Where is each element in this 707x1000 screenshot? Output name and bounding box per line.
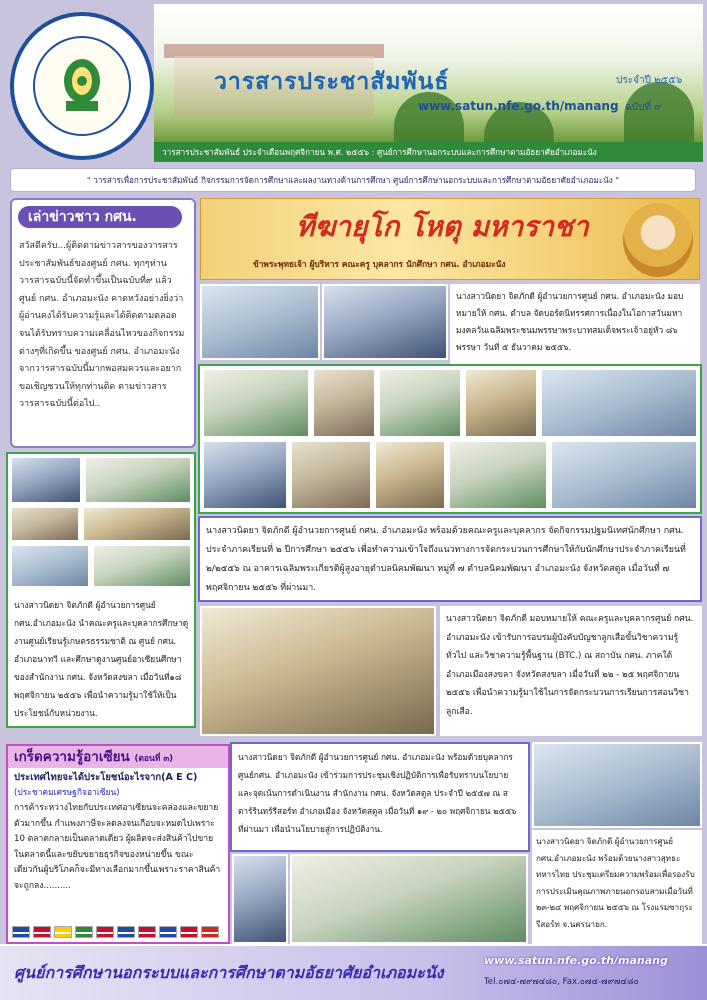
asean-episode: (ตอนที่ ๓) [134, 754, 174, 764]
asean-flag-icon [54, 926, 72, 938]
emblem-icon [33, 36, 131, 136]
footer-website-link[interactable]: www.satun.nfe.go.th/manang [484, 954, 668, 967]
study-visit-photo-1 [10, 456, 82, 504]
asean-subheading: ประเทศไทยจะได้ประโยชน์อะไรจาก(A E C) [14, 772, 198, 783]
organization-logo [10, 12, 154, 160]
masthead-info-bar: วารสารประชาสัมพันธ์ ประจำเดือนพฤศจิกายน พ.ศ. ๒๕๕๖ : ศูนย์การศึกษานอกระบบและการศึกษาตามอัธยาศัยอำเภอมะนัง [154, 142, 703, 162]
birthday-article: นางสาวนิดยา จิตภักดี ผู้อำนวยการศูนย์ กศน. อำเภอมะนัง มอบหมายให้ กศน. ตำบล จัดบอร์ดนิทรรศการเนื่องในโอกาสวันมหามงคลวันเฉลิมพระชนมพรรษาพระบาทสมเด็จพระเจ้าอยู่หัว ๘๖ พรรษา วันที่ ๕ ธันวาคม ๒๕๕๖. [450, 284, 700, 364]
editorial-text: สวัสดีครับ...ผู้ติดตามข่าวสารของวารสารประชาสัมพันธ์ของศูนย์ กศน. ทุกๆท่าน วารสารฉบับนี้จัดทำขึ้นเป็นฉบับที่๙ แล้ว ศูนย์ กศน. อำเภอมะนัง คาดหวังอย่างยิ่งว่าผู้อ่านคงได้รับความรู้และได้ติดตามตลอดจนได้รับทราบความเคลื่อนไหวของกิจกรรมต่างๆที่เกิดขึ้น ของศูนย์ กศน. อำเภอมะนัง จากวารสารฉบับนี้มากพอสมควรและอยากขอเชิญชวนให้ทุกท่านติด ตามข่าวสารวารสารฉบับนี้ต่อไป.. [19, 241, 185, 410]
orientation-photo-6 [202, 440, 288, 510]
footer-organization: ศูนย์การศึกษานอกระบบและการศึกษาตามอัธยาศัยอำเภอมะนัง [14, 963, 444, 982]
asean-flags [12, 926, 219, 938]
asean-subheading-aec: (ประชาคมเศรษฐกิจอาเซียน) [14, 788, 120, 798]
asean-text: การค้าระหว่างไทยกับประเทศอาเซียนจะคล่องและขยายตัวมากขึ้น กำแพงภาษีจะลดลงจนเกือบจะหมดไปเพราะ 10 ตลาดกลายเป็นตลาดเดียว ผู้ผลิตจะส่งสินค้าไปขายในตลาดนี้และขยับขยายธุรกิจของหน่ายขึ้น ขณะเดียวกันผู้บริโภคก็จะมีทางเลือกมากขึ้นเพราะราคาสินค้าจะถูกลง.......... [14, 803, 221, 891]
asean-flag-icon [180, 926, 198, 938]
orientation-photo-10 [550, 440, 698, 510]
exhibition-photo-1 [200, 284, 320, 360]
policy-photo-2 [290, 854, 528, 944]
meeting-photo [532, 742, 702, 828]
issue-label: ฉบับที่ ๙ [625, 102, 662, 113]
masthead [4, 4, 703, 164]
orientation-photo-8 [374, 440, 446, 510]
footer-contact: Tel.๐๗๔-๗๙๗๔๘๐, Fax.๐๗๔-๗๙๗๔๘๐ [484, 977, 639, 987]
orientation-photo-1 [202, 368, 310, 438]
asean-flag-icon [138, 926, 156, 938]
study-visit-photo-5 [10, 544, 90, 588]
year-label: ประจำปี ๒๕๕๖ [616, 75, 683, 86]
royal-birthday-banner [200, 198, 700, 280]
scout-training-photo [200, 606, 436, 736]
asean-flag-icon [117, 926, 135, 938]
study-visit-photo-2 [84, 456, 192, 504]
policy-photo-1 [232, 854, 288, 944]
footer [0, 944, 707, 1000]
banner-subtitle: ข้าพระพุทธเจ้า ผู้บริหาร คณะครู บุคลากร นักศึกษา กศน. อำเภอมะนัง [253, 259, 506, 269]
orientation-photo-9 [448, 440, 548, 510]
study-visit-article: นางสาวนิดยา จิตภักดี ผู้อำนวยการศูนย์ กศน.อำเภอมะนัง นำคณะครูและบุคลากรศึกษาดูงานศูนย์เรียนรู้เกษตรธรรมชาติ ณ ศูนย์ กศน. อำเภอนาทวี และศึกษาดูงานศูนย์อาเซียนศึกษาของสำนักงาน กศน. จังหวัดสงขลา เมื่อวันที่๑๘ พฤศจิกายน ๒๕๕๖ เพื่อนำความรู้มาใช้ให้เป็นประโยชน์กับหน่วยงาน. [10, 594, 194, 726]
orientation-photo-4 [464, 368, 538, 438]
orientation-photo-2 [312, 368, 376, 438]
website-link[interactable]: www.satun.nfe.go.th/manang [418, 99, 619, 113]
orientation-article: นางสาวนิดยา จิตภักดี ผู้อำนวยการศูนย์ กศน. อำเภอมะนัง พร้อมด้วยคณะครูและบุคลากร จัดกิจกรรมปฐมนิเทศนักศึกษา กศน. ประจำภาคเรียนที่ ๒ ปีการศึกษา ๒๕๕๖ เพื่อทำความเข้าใจถึงแนวทางการจัดกระบวนการศึกษาให้กับนักศึกษาประจำภาคเรียนที่ ๒/๒๕๕๖ ณ อาคารเฉลิมพระเกียรติผู้สูงอายุตำบลนิคมพัฒนา หมู่ที่ ๗ ตำบลนิคมพัฒนา อำเภอมะนัง จังหวัดสตูล เมื่อวันที่ ๗ พฤศจิกายน ๒๕๕๖ ที่ผ่านมา. [198, 516, 702, 602]
exhibition-photo-2 [322, 284, 448, 360]
asean-flag-icon [33, 926, 51, 938]
asean-flag-icon [201, 926, 219, 938]
asean-knowledge-box [6, 744, 230, 944]
asean-flag-icon [159, 926, 177, 938]
orientation-photo-7 [290, 440, 372, 510]
study-visit-photo-6 [92, 544, 192, 588]
scout-article: นางสาวนิดยา จิตภักดี มอบหมายให้ คณะครูและบุคลากรศูนย์ กศน. อำเภอมะนัง เข้ารับการอบรมผู้บังคับบัญชาลูกเสือขั้นวิชาความรู้ทั่วไป และวิชาความรู้พื้นฐาน (BTC.) ณ สถาบัน กศน. ภาคใต้ อำเภอเมืองสงขลา จังหวัดสงขลา เมื่อวันที่ ๒๒ - ๒๕ พฤศจิกายน ๒๕๕๖ เพื่อนำความรู้มาใช้ในการจัดกระบวนการเรียนการสอนวิชาลูกเสือ. [440, 606, 702, 736]
study-visit-photo-4 [82, 506, 192, 542]
asean-heading-text: เกร็ดความรู้อาเซียน [14, 749, 130, 765]
banner-title: ทีฆายุโก โหตุ มหาราชา [296, 210, 589, 243]
meeting-article: นางสาวนิดยา จิตภักดี ผู้อำนวยการศูนย์ กศน.อำเภอมะนัง พร้อมด้วยนางสาวสุทธะ ทหารไทย ประชุมเตรียมความพร้อมเพื่อรองรับการประเมินคุณภาพภายนอกรอบสามเมื่อวันที่ ๒๓-๒๔ พฤศจิกายน ๒๕๕๖ ณ โรงแรมซากุระรีสอร์ท จ.นครนายก. [532, 830, 702, 944]
study-visit-photo-3 [10, 506, 80, 542]
editorial-heading: เล่าข่าวชาว กศน. [18, 206, 182, 228]
slogan-bar: " วารสารเพื่อการประชาสัมพันธ์ กิจกรรมการจัดการศึกษาและผลงานทางด้านการศึกษา ศูนย์การศึกษานอกระบบและการศึกษาตามอัธยาศัยอำเภอมะนัง " [10, 168, 696, 192]
asean-flag-icon [75, 926, 93, 938]
orientation-photo-3 [378, 368, 462, 438]
asean-flag-icon [12, 926, 30, 938]
editorial-box [10, 198, 196, 448]
asean-flag-icon [96, 926, 114, 938]
policy-article: นางสาวนิดยา จิตภักดี ผู้อำนวยการศูนย์ กศน. อำเภอมะนัง พร้อมด้วยบุคลากรศูนย์กศน. อำเภอมะนัง เข้าร่วมการประชุมเชิงปฏิบัติการเพื่อรับทราบนโยบายและจุดเน้นการดำเนินงาน สำนักงาน กศน. จังหวัดสตูล ประจำปี ๒๕๕๗ ณ สตาร์รินทร์รีสอร์ท อำเภอเมือง จังหวัดสตูล เมื่อวันที่ ๑๙ - ๒๐ พฤศจิกายน ๒๕๕๖ ที่ผ่านมา เพื่อนำนโยบายสู่การปฏิบัติงาน. [230, 742, 530, 852]
newsletter-title: วารสารประชาสัมพันธ์ [214, 68, 450, 95]
royal-portrait-image [623, 203, 693, 277]
orientation-photo-5 [540, 368, 698, 438]
asean-heading [8, 746, 228, 768]
